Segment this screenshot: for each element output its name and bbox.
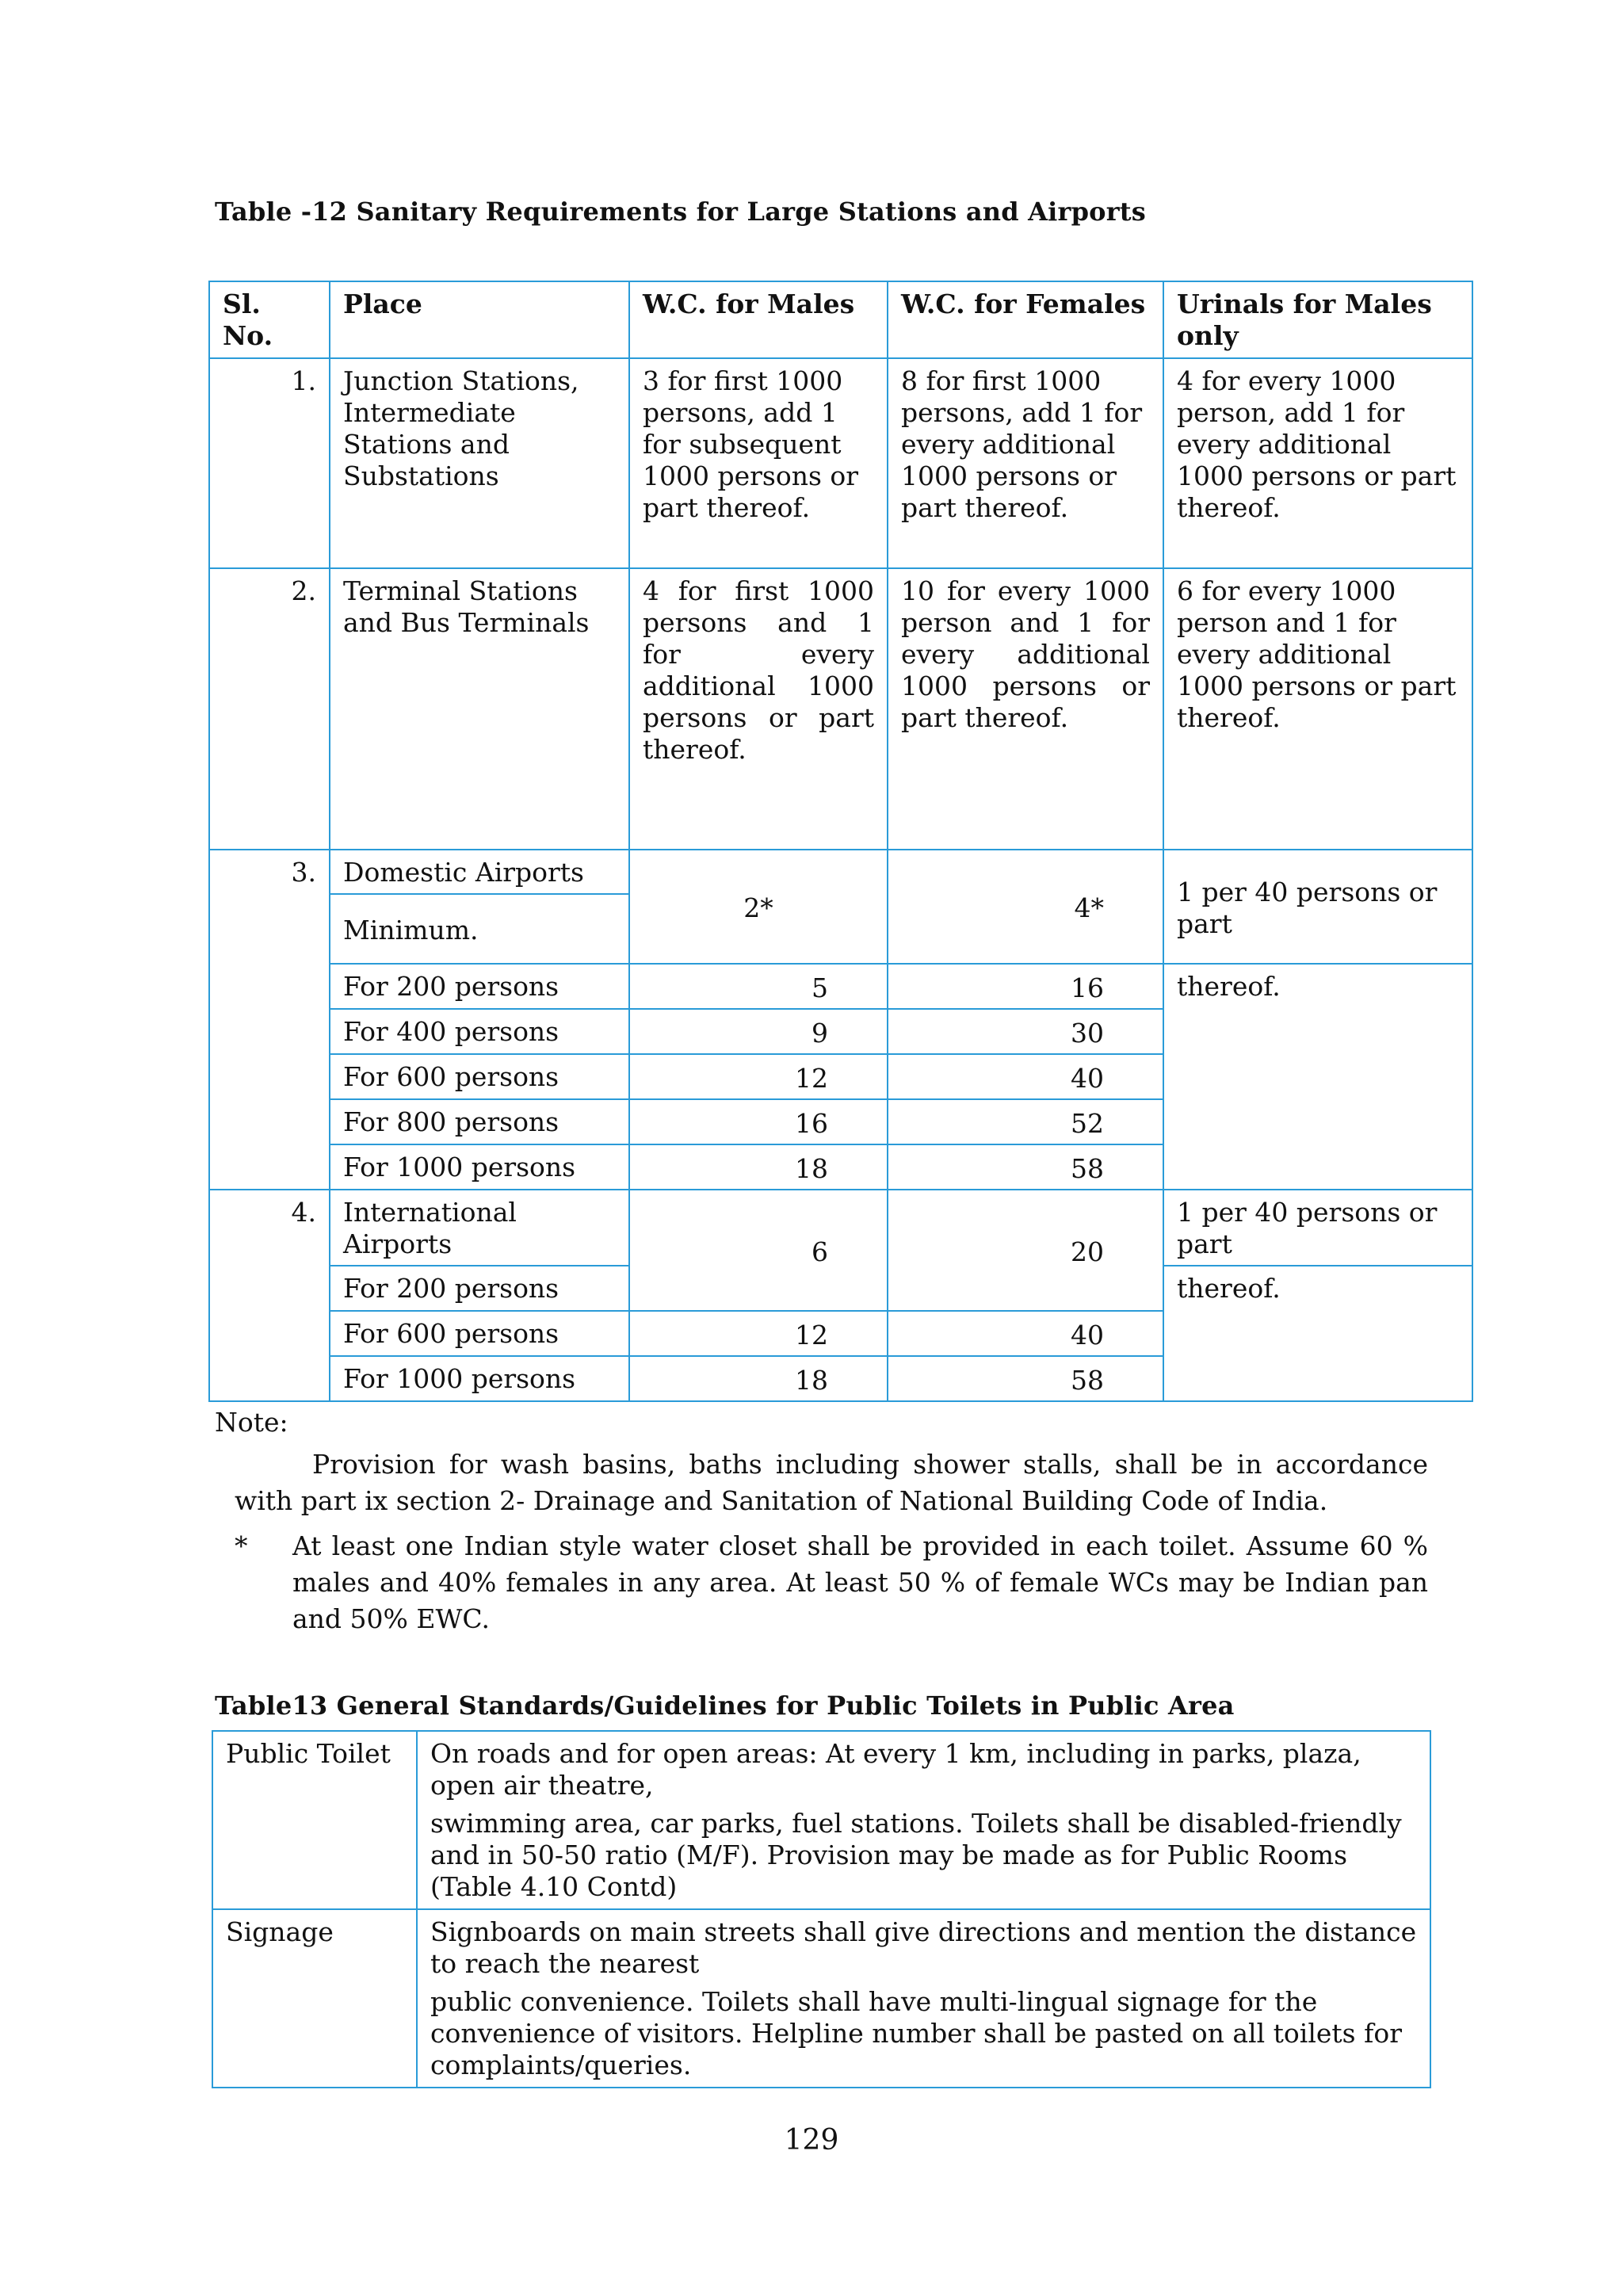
row-3-sub-males: 12 [629,1054,888,1099]
table-13-row-text [417,1909,1430,2088]
row-1-wc-males: 3 for first 1000 persons, add 1 for subsequent 1000 persons or part thereof. [629,358,888,568]
row-3-sub-females: 40 [888,1054,1163,1099]
row-3-place: Domestic Airports [330,850,629,894]
row-4-sub-place: For 200 persons [330,1266,629,1311]
table-13-row-text-a: Signboards on main streets shall give directions and mention the distance to reach the nearest [430,1916,1417,1979]
table-13-row-text-b: public convenience. Toilets shall have multi-lingual signage for the convenience of visitors. Helpline number shall be pasted on all toilets for complaints/queries. [430,1986,1402,2080]
table-13-row-text-a: On roads and for open areas: At every 1 km, including in parks, plaza, open air theatre, [430,1738,1361,1801]
row-4-sub-place: For 600 persons [330,1311,629,1356]
row-3-sub-place: For 200 persons [330,964,629,1009]
row-2-place: Terminal Stations and Bus Terminals [330,568,629,850]
row-4-sub-males: 18 [629,1356,888,1401]
table-row [209,1190,1472,1266]
row-4-urinals-a: 1 per 40 persons or part [1163,1190,1472,1266]
row-3-sub-females: 52 [888,1099,1163,1144]
table-12 [208,281,1473,1402]
header-wc-males: W.C. for Males [629,281,888,358]
table-12-header-row [209,281,1472,358]
table-13-row-text-b: swimming area, car parks, fuel stations. Toilets shall be disabled-friendly and in 50-50 ratio (M/F). Provision may be made as for Public Rooms (Table 4.10 Contd) [430,1808,1402,1902]
row-1-place: Junction Stations, Intermediate Stations and Substations [330,358,629,568]
table-row [212,1909,1430,2088]
row-4-sub-males: 12 [629,1311,888,1356]
row-4-place: International Airports [330,1190,629,1266]
row-3-sub-males: 16 [629,1099,888,1144]
table-13 [212,1730,1431,2088]
table-row [209,358,1472,568]
table-12-caption: Table -12 Sanitary Requirements for Large Stations and Airports [215,197,1146,227]
row-2-urinals: 6 for every 1000 person and 1 for every additional 1000 persons or part thereof. [1163,568,1472,850]
row-4-first-females: 20 [888,1190,1163,1311]
row-4-first-males: 6 [629,1190,888,1311]
table-13-caption: Table13 General Standards/Guidelines for Public Toilets in Public Area [215,1690,1235,1721]
note-bullet: * [235,1530,248,1561]
note-paragraph-2: At least one Indian style water closet shall be provided in each toilet. Assume 60 % males and 40% females in any area. At least 50 % of female WCs may be Indian pan and 50% EWC. [292,1530,1428,1634]
table-13-row-text [417,1731,1430,1909]
row-2-sl: 2. [209,568,330,850]
row-3-sub-place: For 800 persons [330,1099,629,1144]
row-3-sub-females: 16 [888,964,1163,1009]
row-3-sub-males: 5 [629,964,888,1009]
header-urinals: Urinals for Males only [1163,281,1472,358]
row-3-minimum-label: Minimum. [330,894,629,964]
row-1-wc-females: 8 for first 1000 persons, add 1 for every additional 1000 persons or part thereof. [888,358,1163,568]
row-3-minimum-females: 4* [888,850,1163,964]
row-3-urinals-a: 1 per 40 persons or part [1163,850,1472,964]
note-paragraph-1: Provision for wash basins, baths including shower stalls, shall be in accordance with part ix section 2- Drainage and Sanitation of National Building Code of India. [235,1449,1428,1516]
row-3-minimum-males: 2* [629,850,888,964]
header-place: Place [330,281,629,358]
note-label: Note: [215,1407,288,1438]
table-row [209,568,1472,850]
row-2-wc-males: 4 for first 1000 persons and 1 for every additional 1000 persons or part thereof. [629,568,888,850]
table-13-row-label: Public Toilet [212,1731,417,1909]
page-number: 129 [784,2124,839,2157]
row-3-sub-place: For 600 persons [330,1054,629,1099]
table-row [209,964,1472,1009]
row-3-sub-place: For 1000 persons [330,1144,629,1190]
row-3-sub-place: For 400 persons [330,1009,629,1054]
row-1-sl: 1. [209,358,330,568]
row-4-sub-place: For 1000 persons [330,1356,629,1401]
row-3-sub-females: 30 [888,1009,1163,1054]
row-1-urinals: 4 for every 1000 person, add 1 for every additional 1000 persons or part thereof. [1163,358,1472,568]
row-2-wc-females: 10 for every 1000 person and 1 for every additional 1000 persons or part thereof. [888,568,1163,850]
header-sl-no: Sl. No. [209,281,330,358]
header-wc-females: W.C. for Females [888,281,1163,358]
table-row [209,850,1472,894]
row-3-urinals-b: thereof. [1163,964,1472,1190]
row-3-sub-males: 9 [629,1009,888,1054]
table-13-row-label: Signage [212,1909,417,2088]
row-3-sub-females: 58 [888,1144,1163,1190]
row-3-sl: 3. [209,850,330,1190]
table-row [212,1731,1430,1909]
row-4-sub-females: 40 [888,1311,1163,1356]
row-3-sub-males: 18 [629,1144,888,1190]
row-4-sub-females: 58 [888,1356,1163,1401]
row-4-urinals-b: thereof. [1163,1266,1472,1401]
row-4-sl: 4. [209,1190,330,1401]
